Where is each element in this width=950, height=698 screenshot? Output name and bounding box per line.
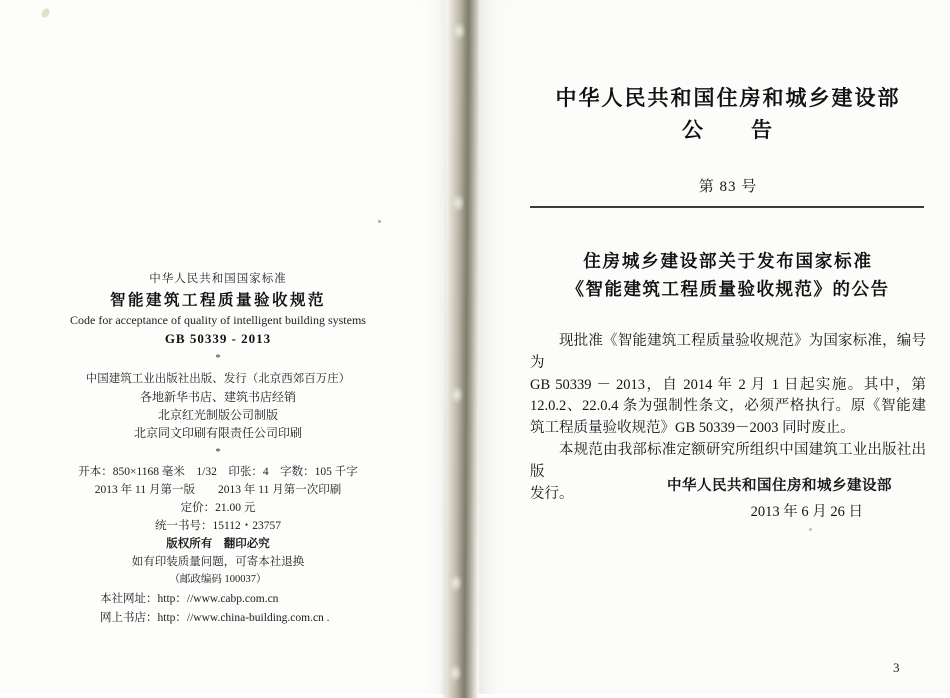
body-line: 本规范由我部标准定额研究所组织中国建筑工业出版社出版	[530, 441, 926, 480]
return-notice-line: 如有印装质量问题，可寄本社退换	[131, 556, 305, 568]
announcement-title-line1: 住房城乡建设部关于发布国家标准	[583, 251, 873, 271]
body-line: 发行。	[530, 485, 574, 502]
publisher-line: 北京同文印刷有限责任公司印刷	[133, 426, 302, 440]
spine-notch	[450, 386, 464, 404]
ministry-title: 中华人民共和国住房和城乡建设部	[555, 86, 901, 110]
separator-star: *	[215, 446, 221, 458]
book-title-en: Code for acceptance of quality of intelligent building systems	[70, 313, 366, 327]
publisher-line: 北京红光制版公司制版	[157, 408, 278, 422]
paragraph	[530, 331, 926, 440]
website-line: 本社网址：http：//www.cabp.com.cn	[100, 593, 279, 605]
left-page	[0, 0, 446, 694]
announcement-title-line2: 《智能建筑工程质量验收规范》的公告	[566, 279, 890, 299]
body-line: 筑工程质量验收规范》GB 50339－2003 同时废止。	[530, 420, 855, 437]
book-number-line: 统一书号：15112・23757	[154, 520, 282, 532]
body-line: 12.0.2、22.0.4 条为强制性条文，必须严格执行。原《智能建	[530, 398, 926, 415]
print-spec-line: 开本：850×1168 毫米 1/32 印张：4 字数：105 千字	[78, 466, 358, 478]
print-spec-line: 2013 年 11 月第一版 2013 年 11 月第一次印刷	[94, 484, 342, 496]
notice-word: 公 告	[682, 118, 774, 142]
body-line: 现批准《智能建筑工程质量验收规范》为国家标准，编号为	[530, 333, 926, 371]
publisher-line: 中国建筑工业出版社出版、发行（北京西郊百万庄）	[85, 373, 351, 385]
paragraph	[530, 440, 926, 505]
scan-speck	[809, 528, 812, 531]
signature-date: 2013 年 6 月 26 日	[750, 504, 863, 520]
page-number: 3	[893, 660, 900, 675]
spine-notch	[449, 574, 463, 592]
book-title-cn: 智能建筑工程质量验收规范	[109, 292, 326, 309]
signature: 中华人民共和国住房和城乡建设部	[667, 478, 892, 494]
spine-notch	[448, 664, 462, 682]
spine-notch	[451, 194, 465, 212]
standard-code: GB 50339 - 2013	[164, 331, 272, 346]
horizontal-rule	[530, 206, 924, 208]
issue-number: 第 83 号	[698, 179, 758, 195]
right-page	[479, 0, 950, 694]
publisher-line: 各地新华书店、建筑书店经销	[139, 390, 296, 404]
postcode-line: （邮政编码 100037）	[169, 574, 267, 585]
scan-speck	[378, 220, 381, 223]
price-line: 定价：21.00 元	[180, 502, 256, 514]
spine-notch	[452, 22, 466, 40]
body-line: GB 50339 － 2013，自 2014 年 2 月 1 日起实施。其中，第	[530, 376, 926, 393]
separator-star: *	[215, 352, 221, 364]
book-spine	[441, 0, 483, 698]
copyright-line: 版权所有 翻印必究	[166, 538, 270, 550]
standard-label: 中华人民共和国国家标准	[149, 273, 287, 285]
website-line: 网上书店：http：//www.china-building.com.cn .	[100, 612, 330, 624]
